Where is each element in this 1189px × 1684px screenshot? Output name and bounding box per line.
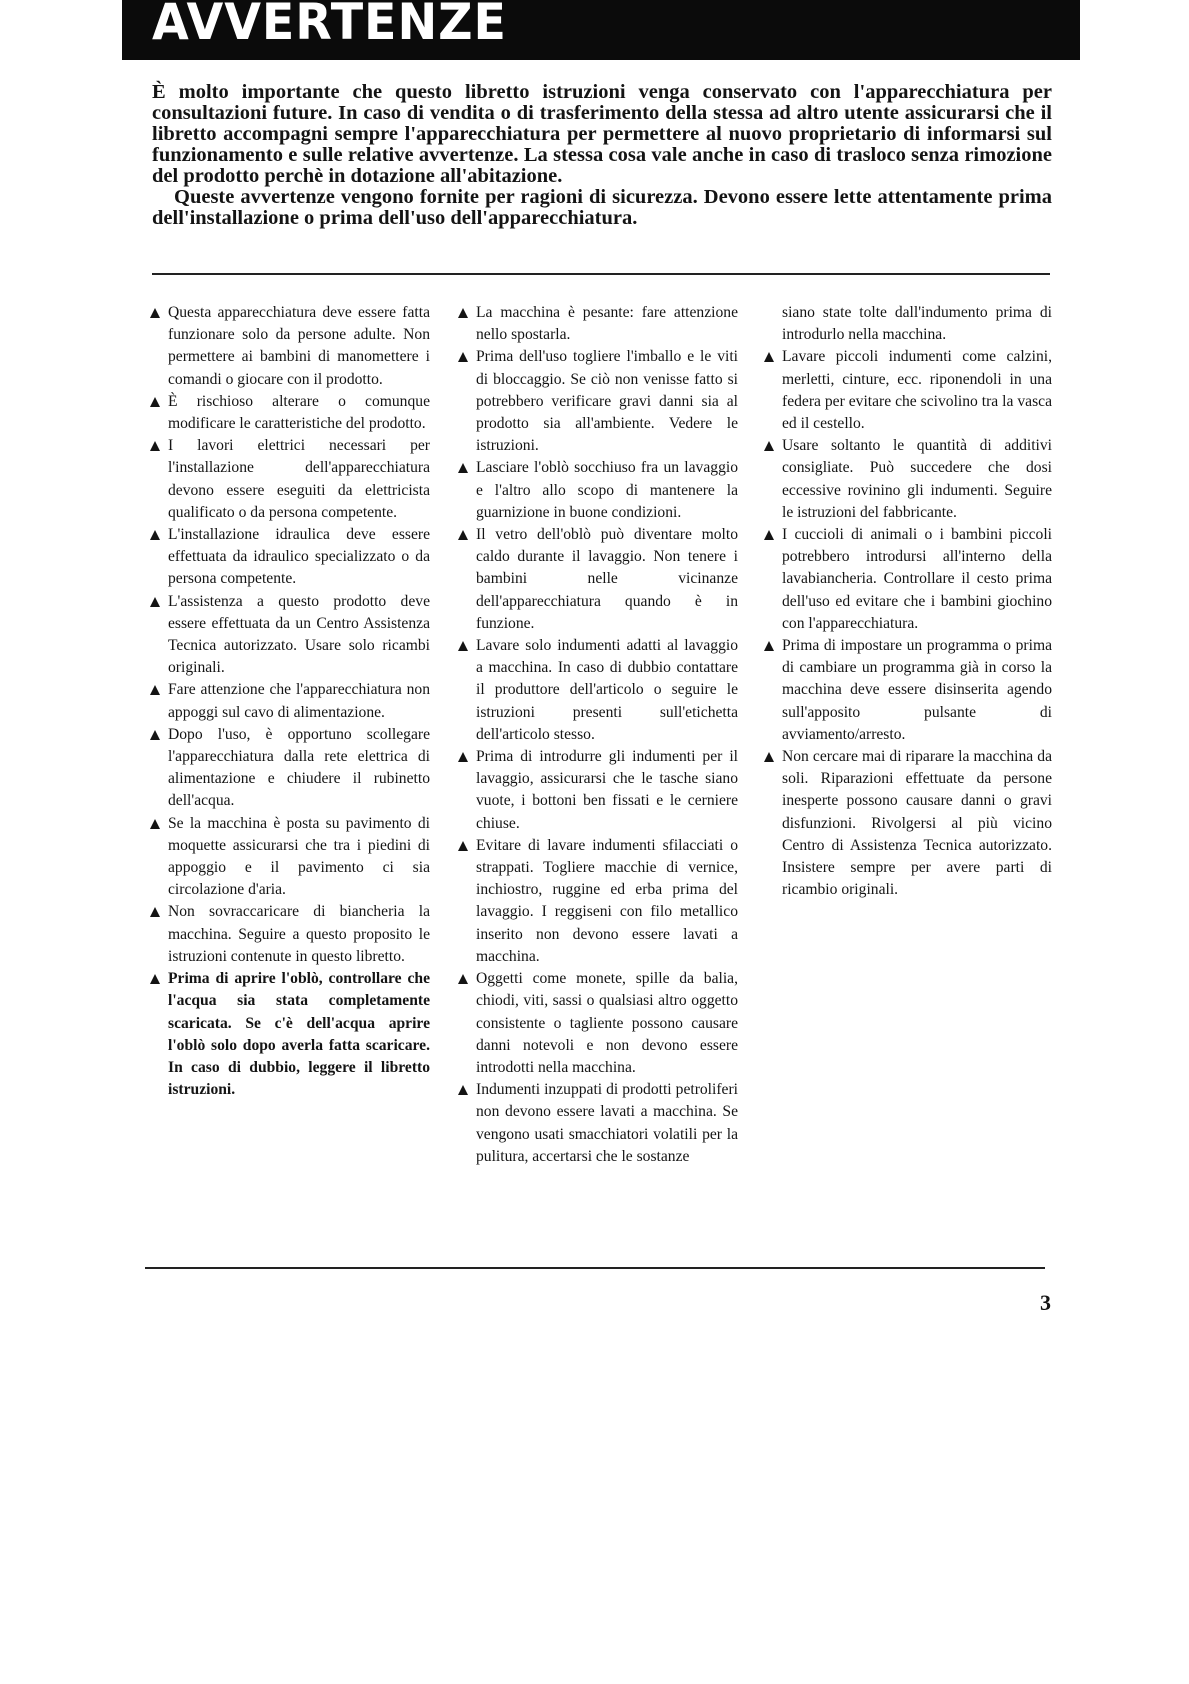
warning-item: Fare attenzione che l'apparecchiatura non appoggi sul cavo di alimentazione. bbox=[148, 679, 430, 723]
warning-item: La macchina è pesante: fare attenzione nello spostarla. bbox=[456, 302, 738, 346]
warning-item: Oggetti come monete, spille da balia, chiodi, viti, sassi o qualsiasi altro oggetto consistente o tagliente possono causare danni notevoli e non devono essere introdotti nella macchina. bbox=[456, 968, 738, 1079]
warning-item: Non sovraccaricare di biancheria la macchina. Seguire a questo proposito le istruzioni contenute in questo libretto. bbox=[148, 901, 430, 968]
warning-triangle-icon bbox=[150, 907, 160, 917]
warning-item: Questa apparecchiatura deve essere fatta funzionare solo da persone adulte. Non permettere ai bambini di manomettere i comandi o giocare con il prodotto. bbox=[148, 302, 430, 391]
divider bbox=[145, 1267, 1045, 1269]
warning-triangle-icon bbox=[150, 597, 160, 607]
warning-item: Indumenti inzuppati di prodotti petroliferi non devono essere lavati a macchina. Se vengono usati smacchiatori volatili per la pulitura, accertarsi che le sostanze bbox=[456, 1079, 738, 1168]
warning-triangle-icon bbox=[764, 441, 774, 451]
warning-triangle-icon bbox=[458, 308, 468, 318]
warning-triangle-icon bbox=[150, 308, 160, 318]
warning-item: È rischioso alterare o comunque modificare le caratteristiche del prodotto. bbox=[148, 391, 430, 435]
intro-paragraph: Queste avvertenze vengono fornite per ragioni di sicurezza. Devono essere lette attentamente prima dell'installazione o prima dell'uso dell'apparecchiatura. bbox=[152, 186, 1052, 229]
warning-item: Lasciare l'oblò socchiuso fra un lavaggio e l'altro allo scopo di mantenere la guarnizione in buone condizioni. bbox=[456, 457, 738, 524]
warning-item: Prima di impostare un programma o prima di cambiare un programma già in corso la macchina deve essere disinserita agendo sull'apposito pulsante di avviamento/arresto. bbox=[762, 635, 1052, 746]
warning-triangle-icon bbox=[150, 819, 160, 829]
warning-item: Non cercare mai di riparare la macchina da soli. Riparazioni effettuate da persone inesperte possono causare danni o gravi disfunzioni. Rivolgersi al più vicino Centro di Assistenza Tecnica autorizzato. Insistere sempre per avere parti di ricambio originali. bbox=[762, 746, 1052, 901]
warning-triangle-icon bbox=[150, 685, 160, 695]
page-number: 3 bbox=[1040, 1290, 1051, 1315]
warning-triangle-icon bbox=[150, 441, 160, 451]
warning-triangle-icon bbox=[150, 730, 160, 740]
warning-item: I lavori elettrici necessari per l'installazione dell'apparecchiatura devono essere eseguiti da elettricista qualificato o da persona competente. bbox=[148, 435, 430, 524]
intro-section bbox=[152, 82, 1052, 229]
warning-item: Evitare di lavare indumenti sfilacciati o strappati. Togliere macchie di vernice, inchiostro, ruggine ed erba prima del lavaggio. I reggiseni con filo metallico inserito non devono essere lavati a macchina. bbox=[456, 835, 738, 968]
warning-triangle-icon bbox=[458, 463, 468, 473]
header-banner bbox=[122, 0, 1080, 60]
warning-item: Se la macchina è posta su pavimento di moquette assicurarsi che tra i piedini di appoggio e il pavimento ci sia circolazione d'aria. bbox=[148, 813, 430, 902]
warning-triangle-icon bbox=[458, 841, 468, 851]
warning-triangle-icon bbox=[458, 352, 468, 362]
warning-item: Prima di introdurre gli indumenti per il lavaggio, assicurarsi che le tasche siano vuote, i bottoni ben fissati e le cerniere chiuse. bbox=[456, 746, 738, 835]
warning-continuation: siano state tolte dall'indumento prima di introdurlo nella macchina. bbox=[782, 304, 1052, 344]
warnings-column-2 bbox=[456, 302, 738, 1168]
warning-item: I cuccioli di animali o i bambini piccoli potrebbero introdursi all'interno della lavabiancheria. Controllare il cesto prima dell'uso ed evitare che i bambini giochino con l'apparecchiatura. bbox=[762, 524, 1052, 635]
warning-item: Lavare piccoli indumenti come calzini, merletti, cinture, ecc. riponendoli in una federa per evitare che scivolino tra la vasca ed il cestello. bbox=[762, 346, 1052, 435]
divider bbox=[152, 273, 1050, 275]
warning-item: Il vetro dell'oblò può diventare molto caldo durante il lavaggio. Non tenere i bambini nelle vicinanze dell'apparecchiatura quando è in funzione. bbox=[456, 524, 738, 635]
warning-triangle-icon bbox=[458, 530, 468, 540]
warning-triangle-icon bbox=[764, 352, 774, 362]
warning-item: Usare soltanto le quantità di additivi consigliate. Può succedere che dosi eccessive rovinino gli indumenti. Seguire le istruzioni del fabbricante. bbox=[762, 435, 1052, 524]
warnings-column-3 bbox=[762, 302, 1052, 901]
warning-triangle-icon bbox=[458, 641, 468, 651]
warning-triangle-icon bbox=[458, 752, 468, 762]
warning-triangle-icon bbox=[150, 397, 160, 407]
warning-triangle-icon bbox=[458, 1085, 468, 1095]
warning-triangle-icon bbox=[150, 974, 160, 984]
page-title: AVVERTENZE bbox=[152, 0, 507, 51]
warning-item: L'installazione idraulica deve essere effettuata da idraulico specializzato o da persona competente. bbox=[148, 524, 430, 591]
warning-triangle-icon bbox=[764, 752, 774, 762]
warning-item: L'assistenza a questo prodotto deve essere effettuata da un Centro Assistenza Tecnica autorizzato. Usare solo ricambi originali. bbox=[148, 591, 430, 680]
warning-triangle-icon bbox=[150, 530, 160, 540]
warning-item: Prima di aprire l'oblò, controllare che l'acqua sia stata completamente scaricata. Se c'è dell'acqua aprire l'oblò solo dopo averla fatta scaricare. In caso di dubbio, leggere il libretto istruzioni. bbox=[148, 968, 430, 1101]
warning-item: Prima dell'uso togliere l'imballo e le viti di bloccaggio. Se ciò non venisse fatto si potrebbero verificare gravi danni sia al prodotto sia all'ambiente. Vedere le istruzioni. bbox=[456, 346, 738, 457]
warning-triangle-icon bbox=[764, 641, 774, 651]
warning-item: Lavare solo indumenti adatti al lavaggio a macchina. In caso di dubbio contattare il produttore dell'articolo o seguire le istruzioni presenti sull'etichetta dell'articolo stesso. bbox=[456, 635, 738, 746]
warning-item: Dopo l'uso, è opportuno scollegare l'apparecchiatura dalla rete elettrica di alimentazione e chiudere il rubinetto dell'acqua. bbox=[148, 724, 430, 813]
intro-paragraph: È molto importante che questo libretto istruzioni venga conservato con l'apparecchiatura per consultazioni future. In caso di vendita o di trasferimento della stessa ad altro utente assicurarsi che il libretto accompagni sempre l'apparecchiatura per permettere al nuovo proprietario di informarsi sul funzionamento e sulle relative avvertenze. La stessa cosa vale anche in caso di trasloco senza rimozione del prodotto perchè in dotazione all'abitazione. bbox=[152, 81, 1052, 187]
warning-triangle-icon bbox=[764, 530, 774, 540]
warning-triangle-icon bbox=[458, 974, 468, 984]
warnings-column-1 bbox=[148, 302, 430, 1101]
